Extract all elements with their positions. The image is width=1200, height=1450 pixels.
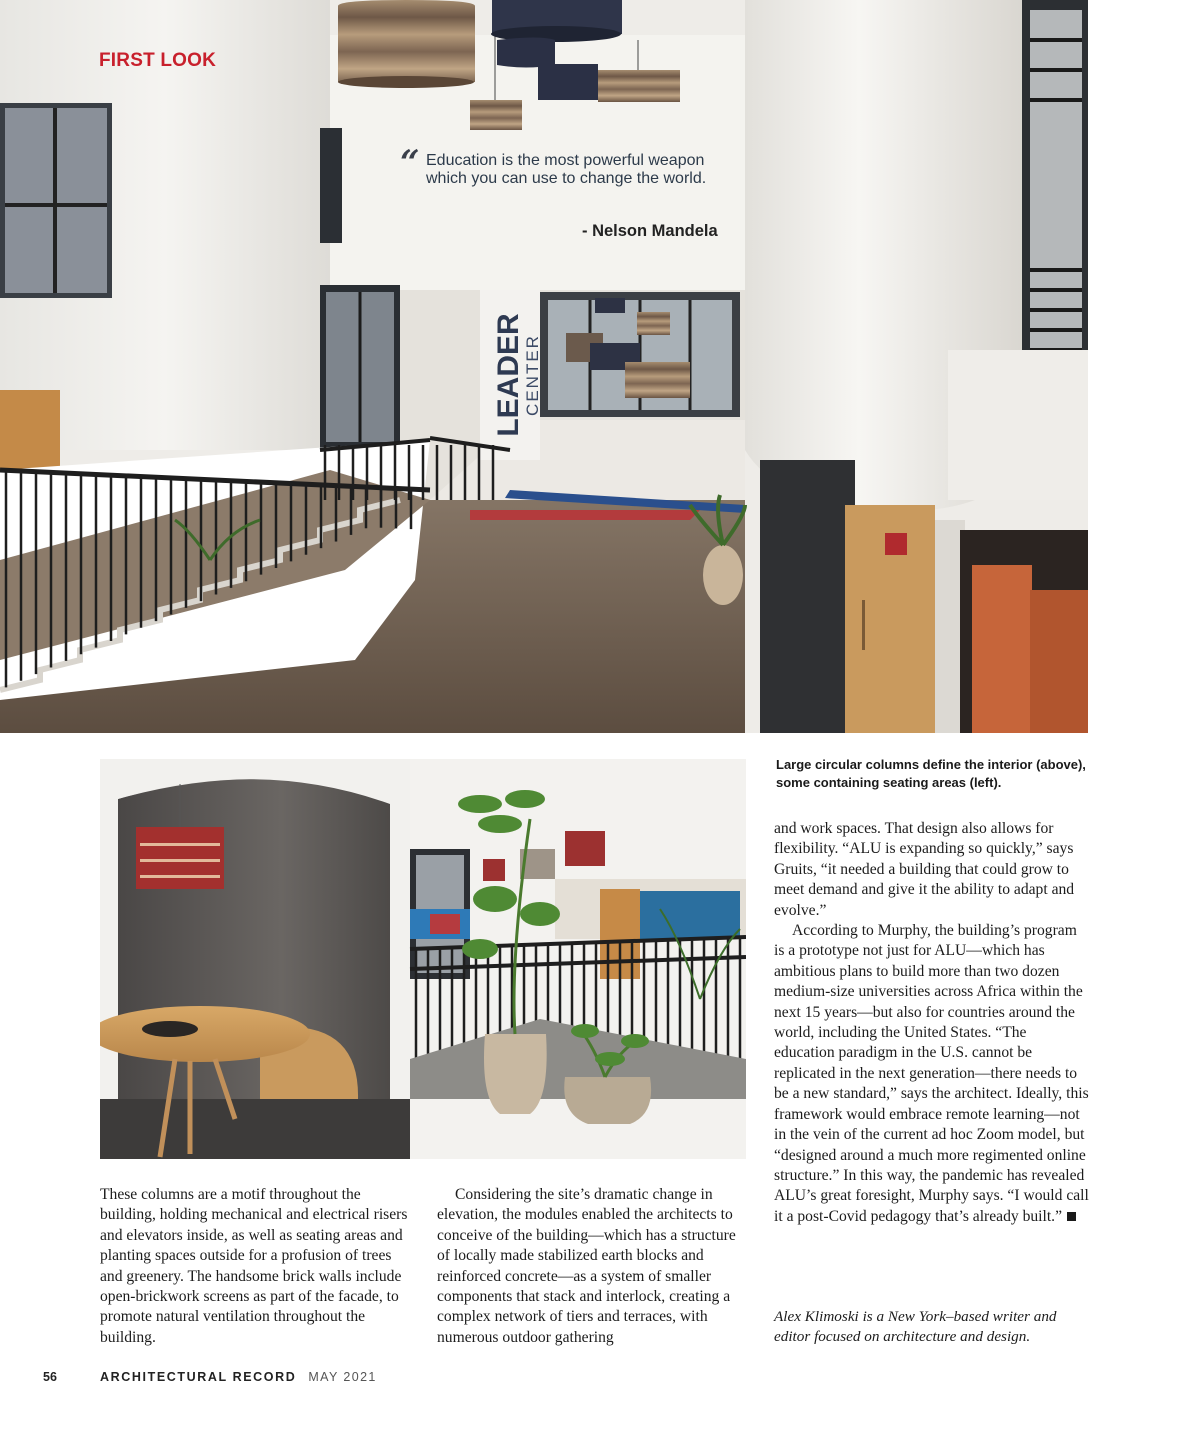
column-3-paragraph-2-text: According to Murphy, the building’s program is a prototype not just for ALU—which has ambitious plans to build more than two dozen medium-size universities across Africa within the next 15 years—but also for countries around the world, including the United States. “The education paradigm in the U.S. cannot be replicated in the next generation—there needs to be a new standard,” says the architect. Ideally, this framework would embrace remote learning—not in the vein of the current ad hoc Zoom model, but “designed around a much more regimented online structure.” In this way, the pandemic has revealed ALU’s great foresight, Murphy says. “I would call it a post-Covid pedagogy that’s already built.”	[774, 922, 1089, 1225]
photo-caption: Large circular columns define the interior (above), some containing seating areas (left).	[776, 757, 1086, 790]
issue-date: MAY 2021	[308, 1370, 377, 1384]
column-1-paragraph: These columns are a motif throughout the building, holding mechanical and electrical risers and elevators inside, as well as seating areas and planting spaces outside for a profusion of trees and greenery. The handsome brick walls include open-brickwork screens as part of the facade, to promote natural ventilation throughout the building.	[100, 1186, 408, 1346]
article-column-3	[774, 819, 1089, 1227]
magazine-name: ARCHITECTURAL RECORD	[100, 1370, 297, 1384]
article-column-1	[100, 1185, 412, 1348]
wall-sign-leader: LEADER	[492, 313, 525, 437]
column-2-paragraph: Considering the site’s dramatic change in elevation, the modules enabled the architects to conceive of the building—which has a structure of locally made stabilized earth blocks and reinforced concrete—as a system of smaller components that stack and interlock, creating a complex network of tiers and terraces, with numerous outdoor gathering	[437, 1186, 736, 1346]
wall-sign-center: CENTER	[523, 334, 542, 416]
atrium-stair-illustration	[0, 0, 1088, 733]
quote-line-2: which you can use to change the world.	[426, 170, 707, 187]
hero-photo	[0, 0, 1088, 733]
wall-quote	[400, 143, 762, 240]
article-column-2	[437, 1185, 747, 1348]
quote-mark-icon: “	[400, 143, 420, 183]
column-3-paragraph-1: and work spaces. That design also allows for flexibility. “ALU is expanding so quickly,” says Gruits, “it needed a building that could grow to meet demand and give it the ability to adapt and evolve.”	[774, 820, 1075, 919]
page-footer	[43, 1370, 377, 1384]
seating-area-photo	[100, 759, 746, 1159]
end-of-article-icon	[1067, 1212, 1076, 1221]
quote-attribution: - Nelson Mandela	[582, 222, 718, 240]
author-bio: Alex Klimoski is a New York–based writer and editor focused on architecture and design.	[774, 1308, 1057, 1346]
seating-nook-illustration	[100, 759, 746, 1159]
column-3-paragraph-2	[774, 921, 1089, 1227]
section-tag: FIRST LOOK	[99, 50, 217, 71]
page-number: 56	[43, 1370, 57, 1384]
quote-line-1: Education is the most powerful weapon	[426, 152, 705, 169]
